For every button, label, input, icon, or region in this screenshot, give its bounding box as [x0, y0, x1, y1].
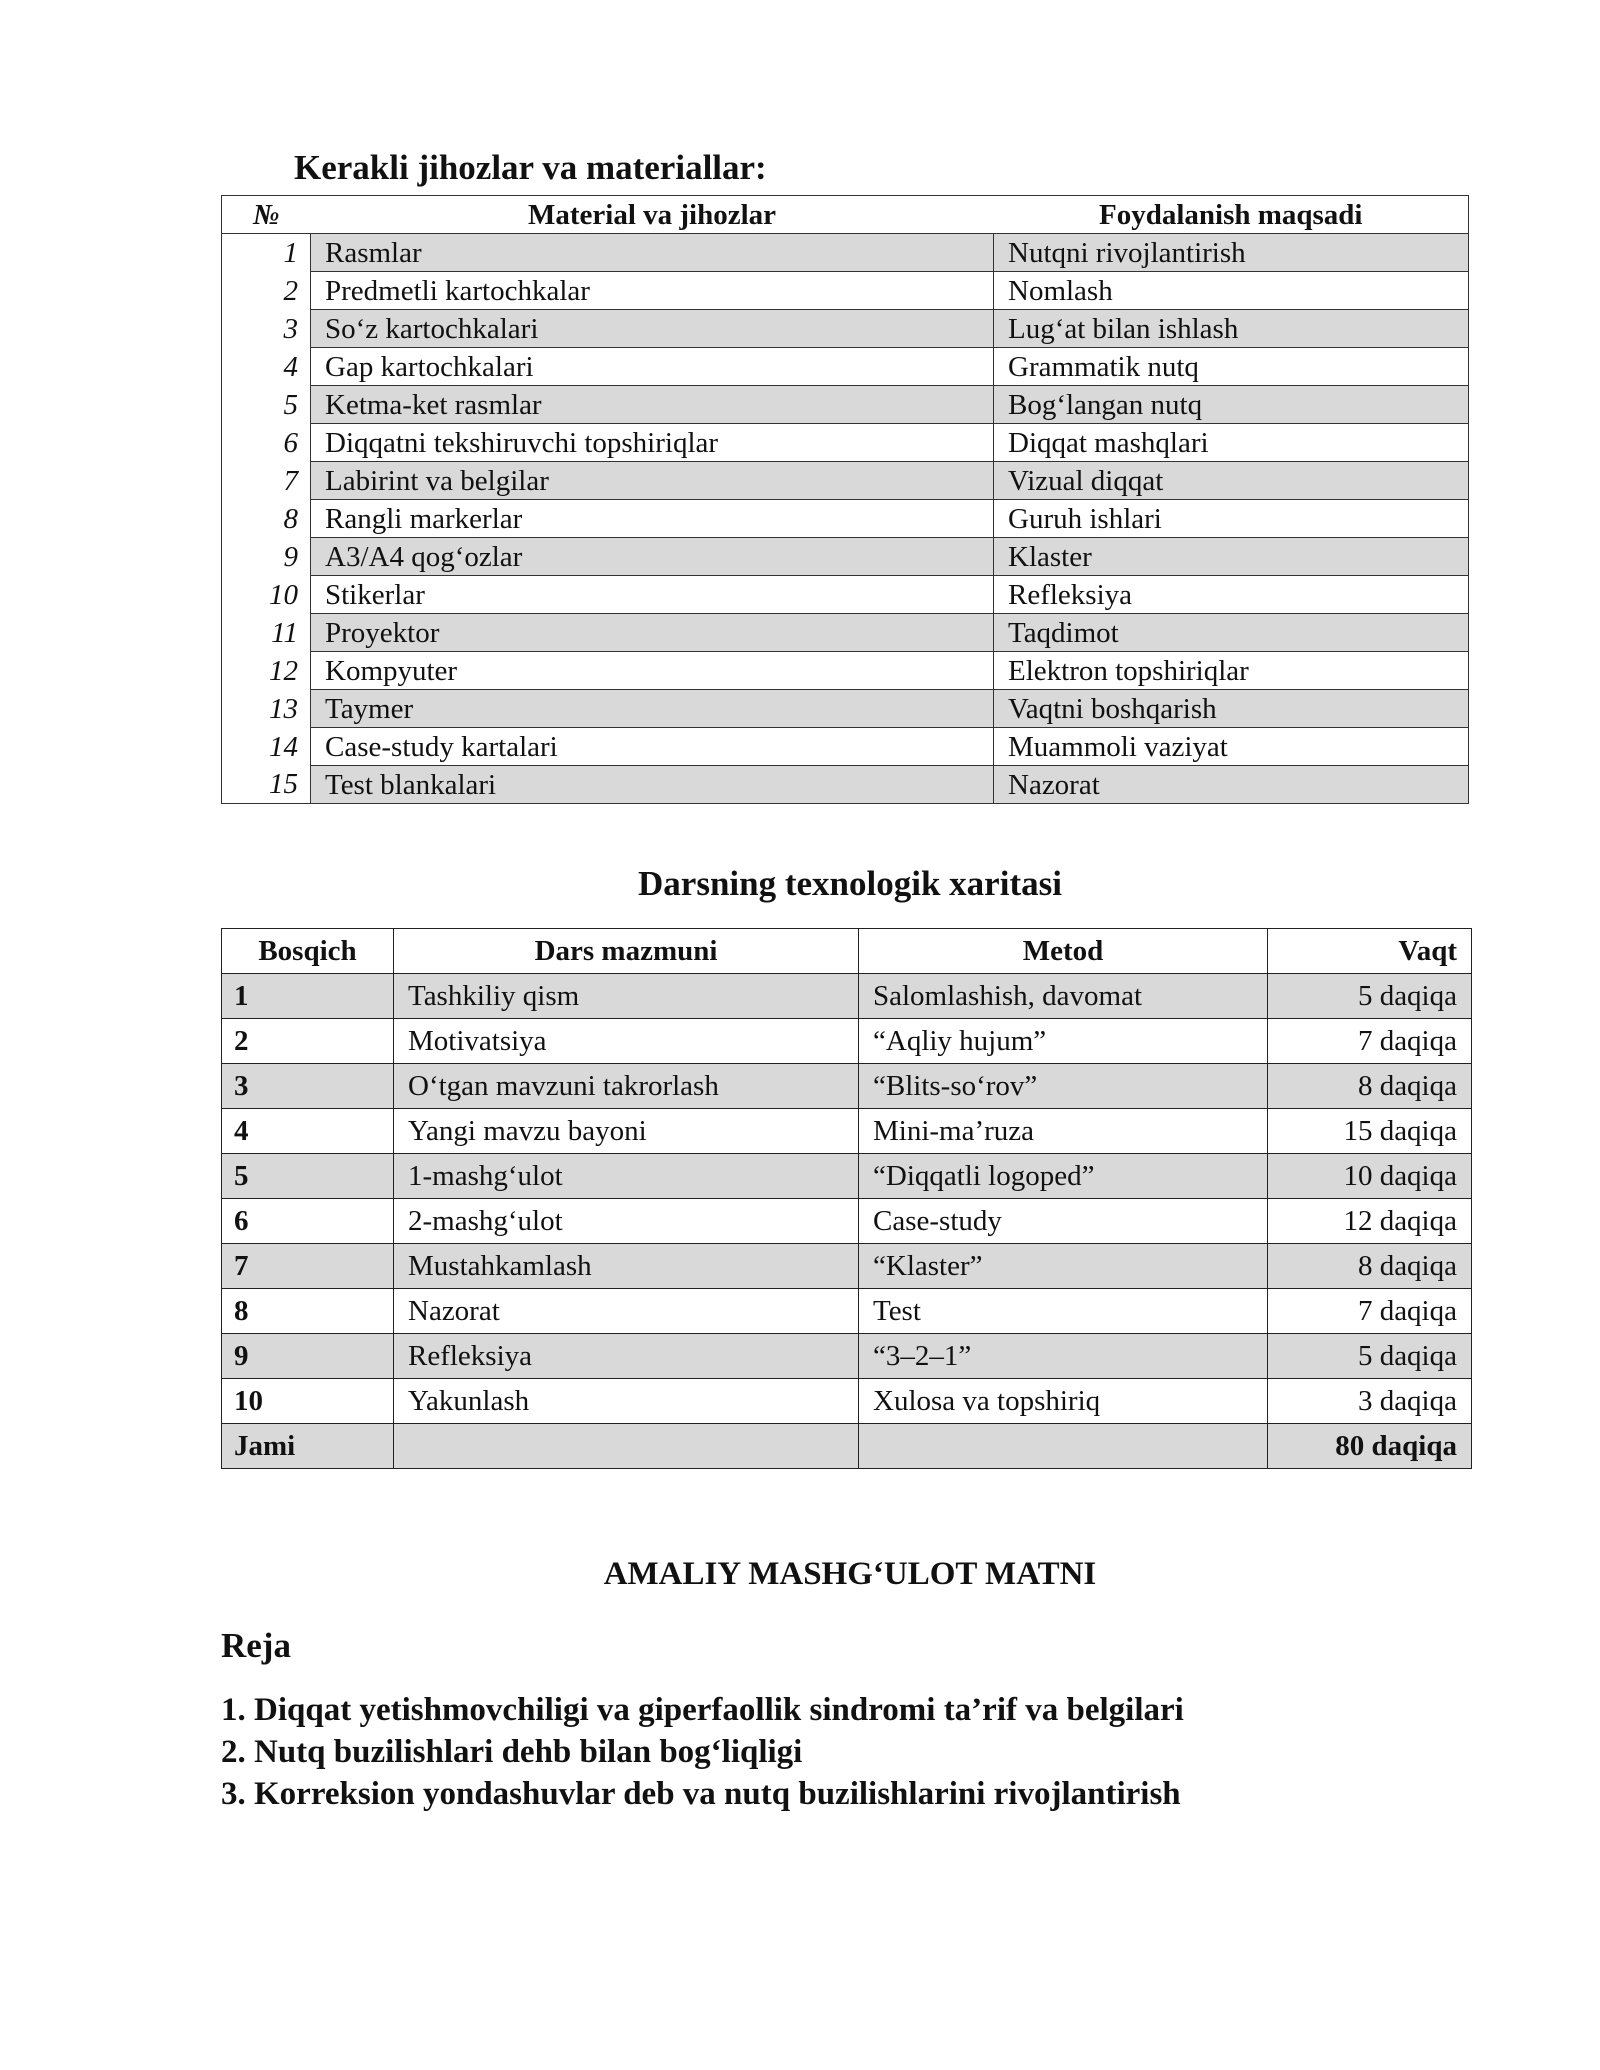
- techmap-row: [222, 1334, 1472, 1379]
- techmap-row: [222, 1064, 1472, 1109]
- techmap-header-row: [222, 929, 1472, 974]
- plan-item: 3. Korreksion yondashuvlar deb va nutq buzilishlarini rivojlantirish: [221, 1776, 1181, 1812]
- time-cell: 8 daqiqa: [1268, 1244, 1472, 1289]
- content-cell: Tashkiliy qism: [394, 974, 859, 1019]
- method-cell: “Aqliy hujum”: [859, 1019, 1268, 1064]
- stage-cell: 7: [222, 1244, 394, 1289]
- row-number: 2: [222, 272, 311, 310]
- total-empty-method: [859, 1424, 1268, 1469]
- purpose-cell: Bog‘langan nutq: [994, 386, 1469, 424]
- method-cell: Case-study: [859, 1199, 1268, 1244]
- materials-row: [222, 462, 1469, 500]
- material-cell: Predmetli kartochkalar: [311, 272, 994, 310]
- content-cell: 1-mashg‘ulot: [394, 1154, 859, 1199]
- material-cell: Diqqatni tekshiruvchi topshiriqlar: [311, 424, 994, 462]
- content-cell: 2-mashg‘ulot: [394, 1199, 859, 1244]
- materials-header-row: [222, 196, 1469, 234]
- material-cell: Rangli markerlar: [311, 500, 994, 538]
- techmap-table: [221, 928, 1472, 1469]
- method-cell: “3–2–1”: [859, 1334, 1268, 1379]
- method-cell: “Blits-so‘rov”: [859, 1064, 1268, 1109]
- techmap-row: [222, 1379, 1472, 1424]
- materials-row: [222, 728, 1469, 766]
- materials-row: [222, 272, 1469, 310]
- row-number: 8: [222, 500, 311, 538]
- stage-cell: 5: [222, 1154, 394, 1199]
- plan-item: 1. Diqqat yetishmovchiligi va giperfaollik sindromi ta’rif va belgilari: [221, 1692, 1184, 1728]
- material-cell: Gap kartochkalari: [311, 348, 994, 386]
- materials-heading: Kerakli jihozlar va materiallar:: [294, 148, 767, 187]
- materials-row: [222, 652, 1469, 690]
- purpose-cell: Refleksiya: [994, 576, 1469, 614]
- purpose-cell: Guruh ishlari: [994, 500, 1469, 538]
- plan-label: Reja: [221, 1626, 291, 1665]
- materials-row: [222, 424, 1469, 462]
- stage-cell: 6: [222, 1199, 394, 1244]
- row-number: 9: [222, 538, 311, 576]
- stage-cell: 9: [222, 1334, 394, 1379]
- content-cell: Yakunlash: [394, 1379, 859, 1424]
- material-cell: Stikerlar: [311, 576, 994, 614]
- header-purpose: Foydalanish maqsadi: [994, 196, 1469, 234]
- purpose-cell: Klaster: [994, 538, 1469, 576]
- materials-row: [222, 500, 1469, 538]
- content-cell: Nazorat: [394, 1289, 859, 1334]
- row-number: 10: [222, 576, 311, 614]
- techmap-row: [222, 1109, 1472, 1154]
- techmap-row: [222, 1199, 1472, 1244]
- materials-row: [222, 614, 1469, 652]
- header-content: Dars mazmuni: [394, 929, 859, 974]
- header-no: №: [222, 196, 311, 234]
- section-title: AMALIY MASHG‘ULOT MATNI: [603, 1556, 1097, 1592]
- material-cell: So‘z kartochkalari: [311, 310, 994, 348]
- row-number: 1: [222, 234, 311, 272]
- material-cell: Labirint va belgilar: [311, 462, 994, 500]
- techmap-row: [222, 1289, 1472, 1334]
- row-number: 14: [222, 728, 311, 766]
- materials-row: [222, 348, 1469, 386]
- header-stage: Bosqich: [222, 929, 394, 974]
- materials-row: [222, 538, 1469, 576]
- stage-cell: 10: [222, 1379, 394, 1424]
- purpose-cell: Nazorat: [994, 766, 1469, 804]
- row-number: 7: [222, 462, 311, 500]
- method-cell: Mini-ma’ruza: [859, 1109, 1268, 1154]
- materials-row: [222, 576, 1469, 614]
- purpose-cell: Nomlash: [994, 272, 1469, 310]
- material-cell: Test blankalari: [311, 766, 994, 804]
- method-cell: “Klaster”: [859, 1244, 1268, 1289]
- time-cell: 12 daqiqa: [1268, 1199, 1472, 1244]
- stage-cell: 8: [222, 1289, 394, 1334]
- total-time: 80 daqiqa: [1268, 1424, 1472, 1469]
- time-cell: 5 daqiqa: [1268, 1334, 1472, 1379]
- time-cell: 8 daqiqa: [1268, 1064, 1472, 1109]
- row-number: 15: [222, 766, 311, 804]
- header-material: Material va jihozlar: [311, 196, 994, 234]
- method-cell: “Diqqatli logoped”: [859, 1154, 1268, 1199]
- materials-table: [221, 195, 1469, 804]
- purpose-cell: Muammoli vaziyat: [994, 728, 1469, 766]
- content-cell: Motivatsiya: [394, 1019, 859, 1064]
- plan-item: 2. Nutq buzilishlari dehb bilan bog‘liqligi: [221, 1734, 803, 1770]
- time-cell: 3 daqiqa: [1268, 1379, 1472, 1424]
- techmap-row: [222, 1154, 1472, 1199]
- material-cell: Ketma-ket rasmlar: [311, 386, 994, 424]
- content-cell: Mustahkamlash: [394, 1244, 859, 1289]
- row-number: 5: [222, 386, 311, 424]
- material-cell: Taymer: [311, 690, 994, 728]
- material-cell: Case-study kartalari: [311, 728, 994, 766]
- header-method: Metod: [859, 929, 1268, 974]
- techmap-heading: Darsning texnologik xaritasi: [638, 864, 1062, 903]
- techmap-row: [222, 1019, 1472, 1064]
- row-number: 6: [222, 424, 311, 462]
- materials-row: [222, 690, 1469, 728]
- purpose-cell: Nutqni rivojlantirish: [994, 234, 1469, 272]
- content-cell: O‘tgan mavzuni takrorlash: [394, 1064, 859, 1109]
- material-cell: Proyektor: [311, 614, 994, 652]
- plan-list: [221, 1689, 1184, 1815]
- time-cell: 15 daqiqa: [1268, 1109, 1472, 1154]
- materials-row: [222, 234, 1469, 272]
- stage-cell: 3: [222, 1064, 394, 1109]
- purpose-cell: Grammatik nutq: [994, 348, 1469, 386]
- row-number: 3: [222, 310, 311, 348]
- content-cell: Refleksiya: [394, 1334, 859, 1379]
- stage-cell: 4: [222, 1109, 394, 1154]
- materials-row: [222, 766, 1469, 804]
- purpose-cell: Vizual diqqat: [994, 462, 1469, 500]
- total-empty-content: [394, 1424, 859, 1469]
- method-cell: Salomlashish, davomat: [859, 974, 1268, 1019]
- row-number: 13: [222, 690, 311, 728]
- total-row: [222, 1424, 1472, 1469]
- total-label: Jami: [222, 1424, 394, 1469]
- stage-cell: 1: [222, 974, 394, 1019]
- materials-row: [222, 386, 1469, 424]
- method-cell: Xulosa va topshiriq: [859, 1379, 1268, 1424]
- header-time: Vaqt: [1268, 929, 1472, 974]
- time-cell: 5 daqiqa: [1268, 974, 1472, 1019]
- content-cell: Yangi mavzu bayoni: [394, 1109, 859, 1154]
- row-number: 11: [222, 614, 311, 652]
- material-cell: Kompyuter: [311, 652, 994, 690]
- time-cell: 10 daqiqa: [1268, 1154, 1472, 1199]
- purpose-cell: Lug‘at bilan ishlash: [994, 310, 1469, 348]
- stage-cell: 2: [222, 1019, 394, 1064]
- techmap-row: [222, 1244, 1472, 1289]
- material-cell: A3/A4 qog‘ozlar: [311, 538, 994, 576]
- purpose-cell: Vaqtni boshqarish: [994, 690, 1469, 728]
- material-cell: Rasmlar: [311, 234, 994, 272]
- materials-row: [222, 310, 1469, 348]
- row-number: 12: [222, 652, 311, 690]
- techmap-row: [222, 974, 1472, 1019]
- purpose-cell: Elektron topshiriqlar: [994, 652, 1469, 690]
- time-cell: 7 daqiqa: [1268, 1289, 1472, 1334]
- method-cell: Test: [859, 1289, 1268, 1334]
- purpose-cell: Taqdimot: [994, 614, 1469, 652]
- purpose-cell: Diqqat mashqlari: [994, 424, 1469, 462]
- row-number: 4: [222, 348, 311, 386]
- time-cell: 7 daqiqa: [1268, 1019, 1472, 1064]
